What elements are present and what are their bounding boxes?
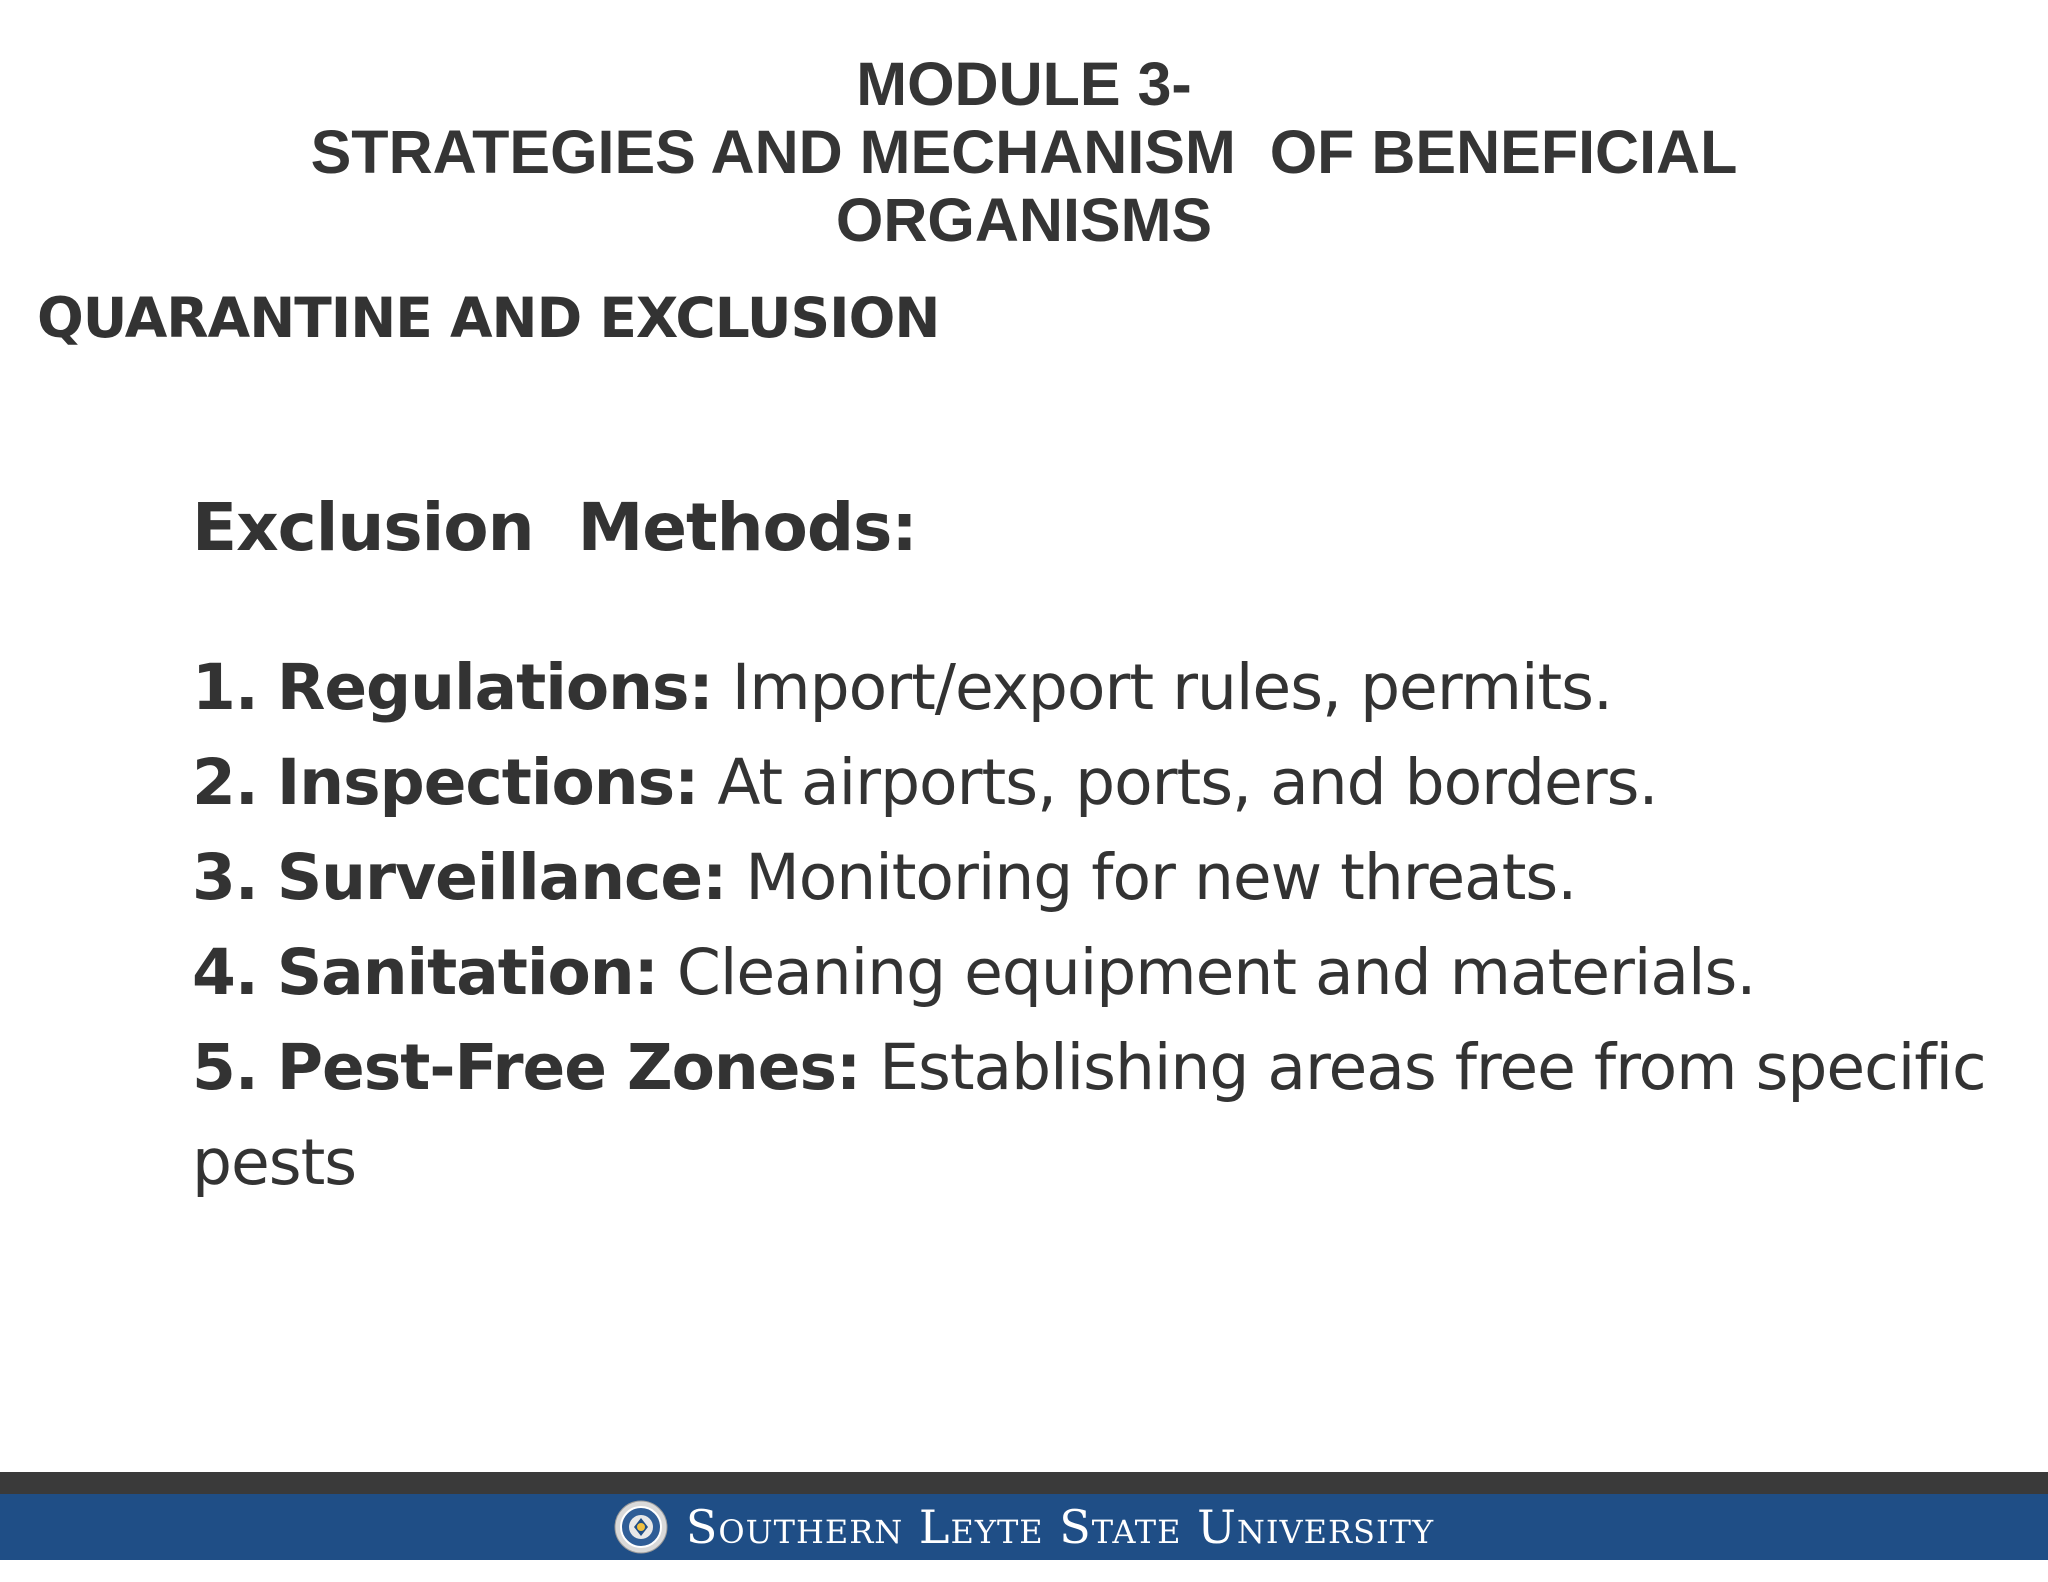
method-description: Cleaning equipment and materials.: [676, 936, 1756, 1009]
method-description: Monitoring for new threats.: [745, 841, 1577, 914]
method-term: Inspections:: [276, 746, 699, 819]
method-term: Sanitation:: [276, 936, 658, 1009]
method-term: Pest-Free Zones:: [276, 1031, 861, 1104]
method-number: 1.: [192, 651, 258, 724]
footer-bottom-strip: [0, 1560, 2048, 1582]
footer-dark-band: [0, 1472, 2048, 1494]
method-item-pest-free-zones: [192, 1020, 2012, 1210]
method-item-inspections: [192, 735, 2012, 830]
method-item-regulations: [192, 640, 2012, 735]
method-term: Surveillance:: [276, 841, 727, 914]
method-term: Regulations:: [276, 651, 713, 724]
method-item-sanitation: [192, 925, 2012, 1020]
university-seal-icon: [614, 1500, 668, 1554]
module-title: [0, 50, 2048, 254]
method-description: At airports, ports, and borders.: [717, 746, 1658, 819]
university-name: Southern Leyte State University: [685, 1500, 1435, 1554]
method-list: [192, 640, 2012, 1210]
method-number: 5.: [192, 1031, 258, 1104]
module-title-line-2: STRATEGIES AND MECHANISM OF BENEFICIAL: [310, 118, 1738, 186]
methods-heading: Exclusion Methods:: [192, 489, 917, 566]
method-item-surveillance: [192, 830, 2012, 925]
method-number: 4.: [192, 936, 258, 1009]
method-number: 3.: [192, 841, 258, 914]
method-description: Establishing areas free from specific pests: [192, 1031, 1986, 1199]
method-description: Import/export rules, permits.: [731, 651, 1613, 724]
section-heading: QUARANTINE AND EXCLUSION: [37, 286, 940, 350]
footer-banner: [0, 1494, 2048, 1560]
method-number: 2.: [192, 746, 258, 819]
module-title-line-1: MODULE 3-: [856, 50, 1192, 118]
module-title-line-3: ORGANISMS: [835, 186, 1213, 254]
